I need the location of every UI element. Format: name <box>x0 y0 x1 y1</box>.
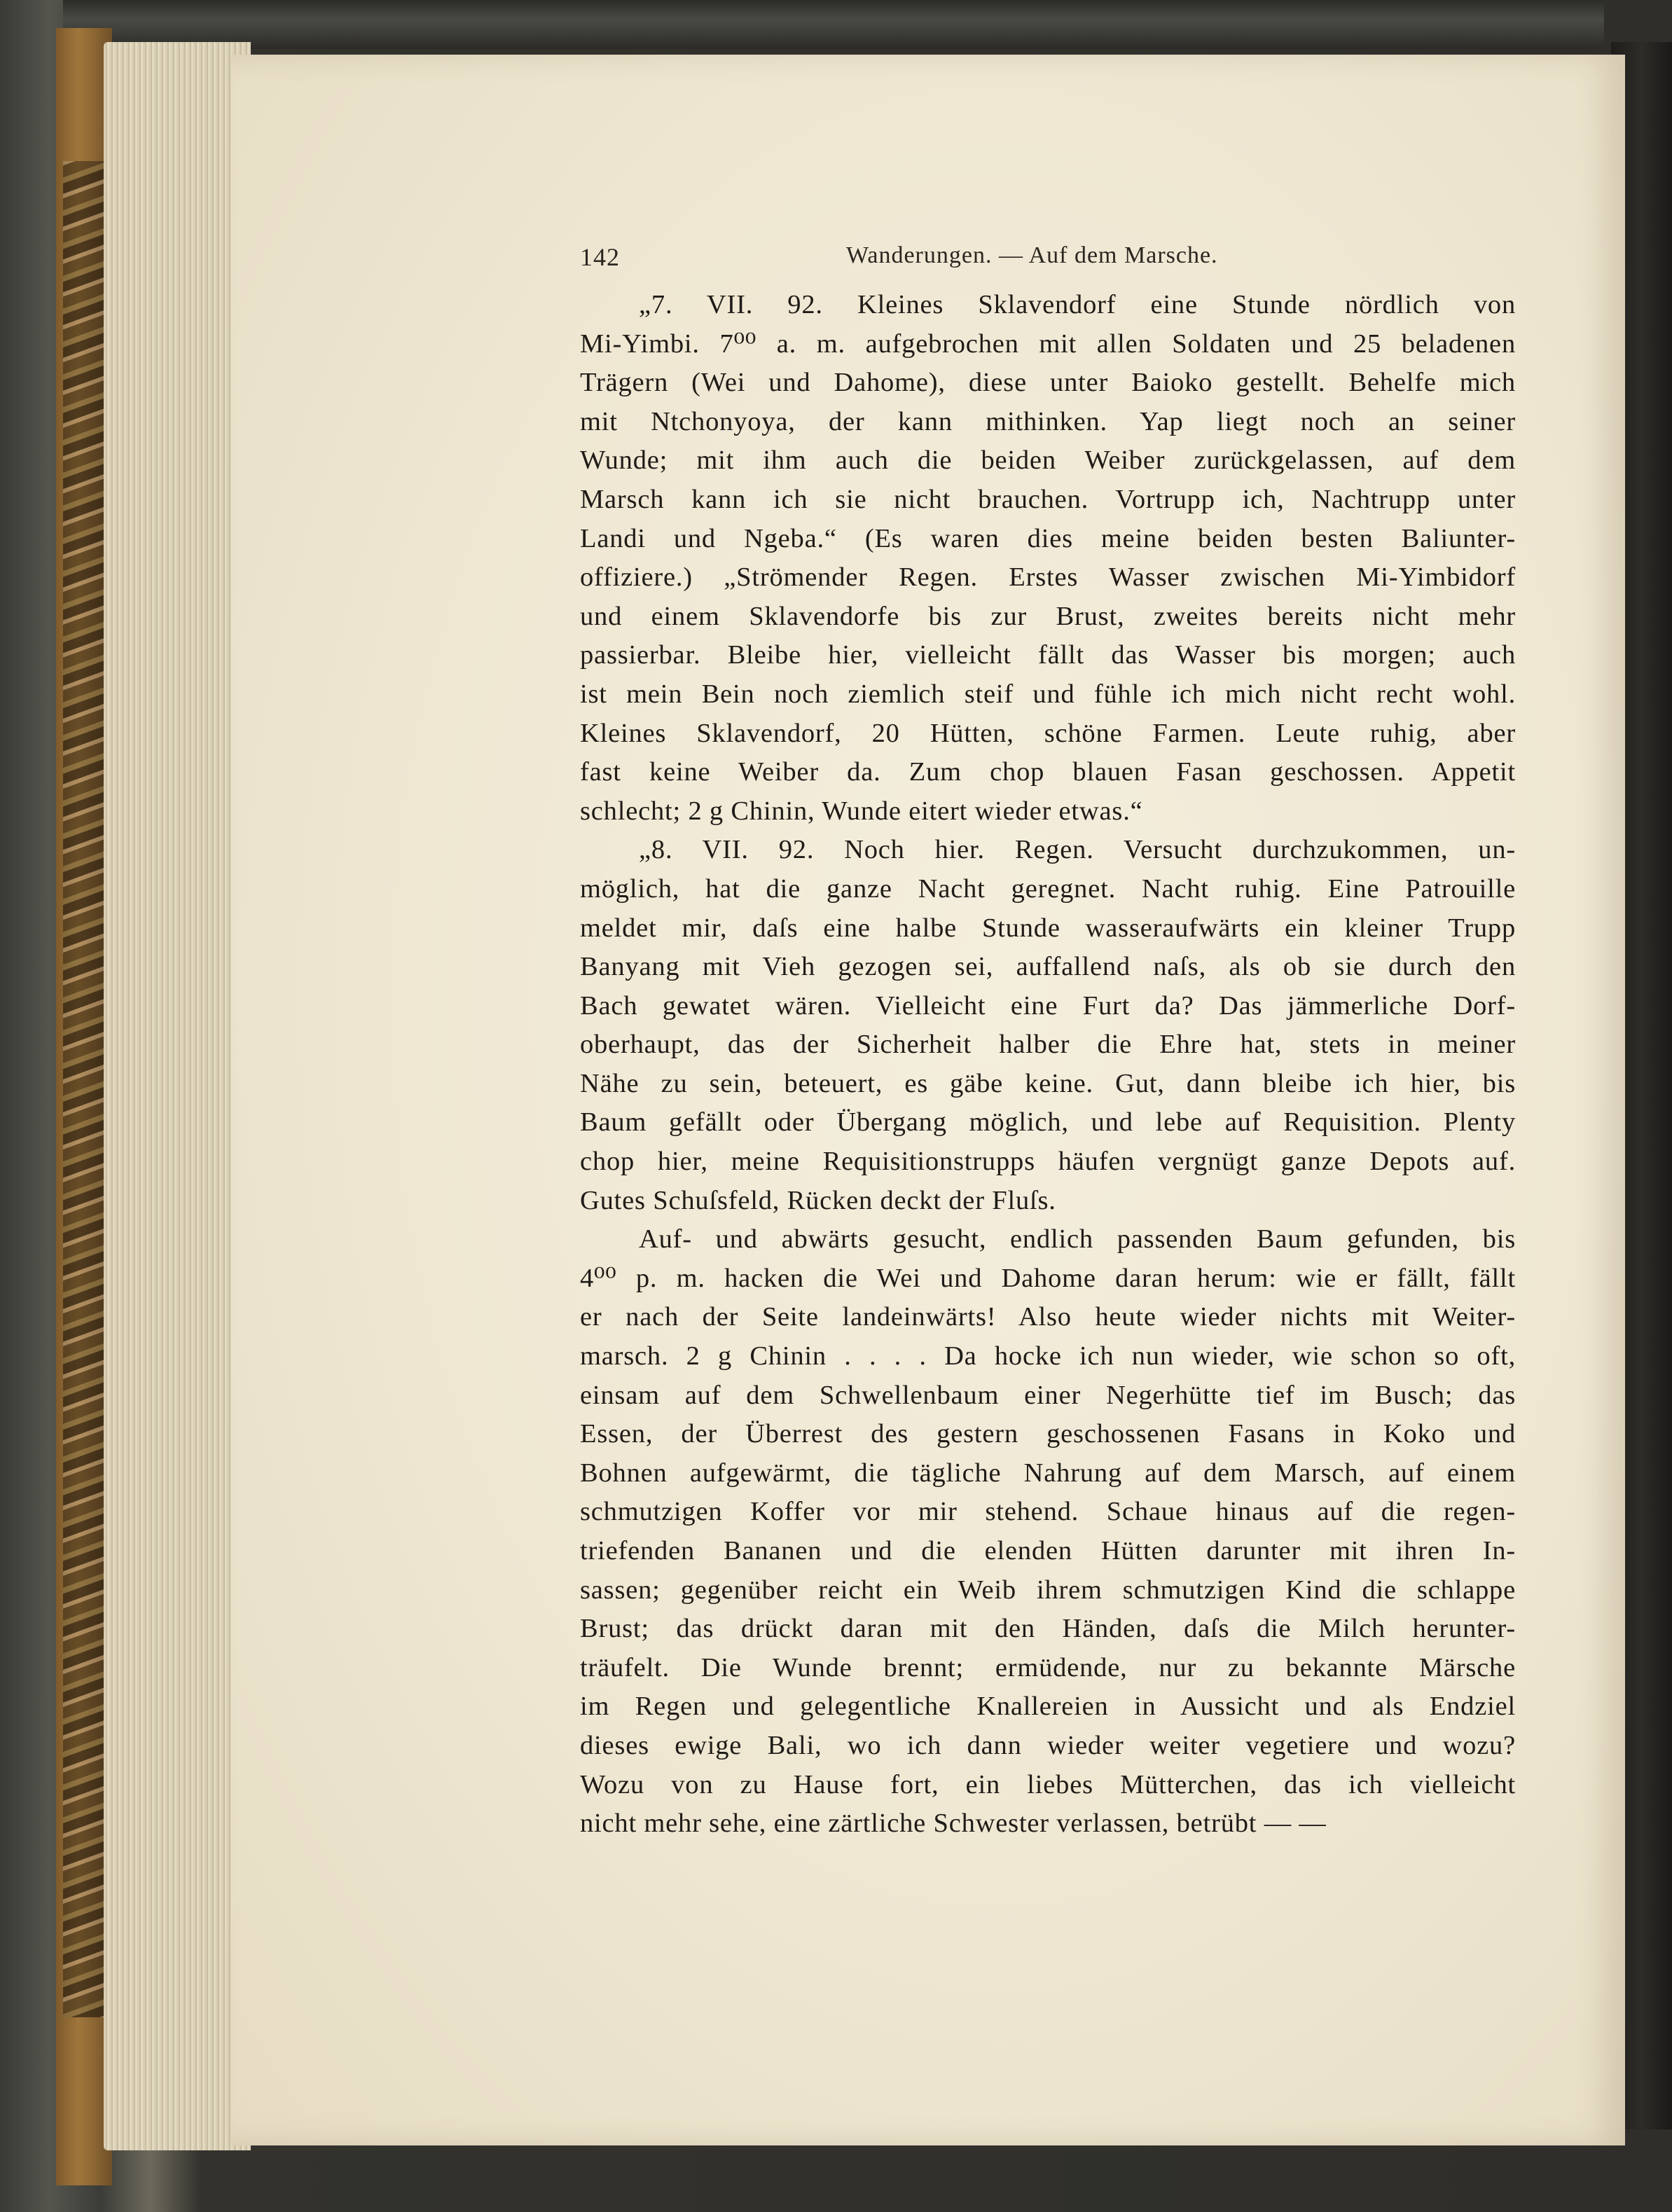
text-line: Baum gefällt oder Übergang möglich, und lebe auf Requisition. Plenty <box>580 1107 1516 1138</box>
text-line: Landi und Ngeba.“ (Es waren dies meine beiden besten Baliunter- <box>580 523 1516 553</box>
text-line: Auf- und abwärts gesucht, endlich passenden Baum gefunden, bis <box>639 1224 1516 1254</box>
text-line: chop hier, meine Requisitionstrupps häufen vergnügt ganze Depots auf. <box>580 1147 1516 1177</box>
text-line: triefenden Bananen und die elenden Hütten darunter mit ihren In- <box>580 1536 1516 1565</box>
body-text <box>580 286 1516 1844</box>
text-line: Bach gewatet wären. Vielleicht eine Furt da? Das jämmerliche Dorf- <box>580 990 1516 1021</box>
text-line: Mi-Yimbi. 7⁰⁰ a. m. aufgebrochen mit allen Soldaten und 25 beladenen <box>580 329 1516 359</box>
text-line: schlecht; 2 g Chinin, Wunde eitert wieder etwas.“ <box>580 796 1143 826</box>
text-line: Bohnen aufgewärmt, die tägliche Nahrung auf dem Marsch, auf einem <box>580 1458 1516 1488</box>
text-line: träufelt. Die Wunde brennt; ermüdende, nur zu bekannte Märsche <box>580 1652 1516 1682</box>
text-line: meldet mir, daſs eine halbe Stunde wasseraufwärts ein kleiner Trupp <box>580 913 1516 943</box>
text-line: passierbar. Bleibe hier, vielleicht fällt das Wasser bis morgen; auch <box>580 640 1516 670</box>
text-line: Trägern (Wei und Dahome), diese unter Baioko gestellt. Behelfe mich <box>580 368 1516 398</box>
text-line: offiziere.) „Strömender Regen. Erstes Wasser zwischen Mi-Yimbidorf <box>580 562 1516 593</box>
text-line: Gutes Schuſsfeld, Rücken deckt der Fluſs. <box>580 1185 1056 1215</box>
text-line: mit Ntchonyoya, der kann mithinken. Yap liegt noch an seiner <box>580 406 1516 436</box>
marbled-endpaper <box>63 161 105 2017</box>
text-line: Marsch kann ich sie nicht brauchen. Vortrupp ich, Nachtrupp unter <box>580 484 1516 514</box>
text-line: er nach der Seite landeinwärts! Also heute wieder nichts mit Weiter- <box>580 1302 1516 1332</box>
text-line: schmutzigen Koffer vor mir stehend. Schaue hinaus auf die regen- <box>580 1497 1516 1527</box>
text-line: Wunde; mit ihm auch die beiden Weiber zurückgelassen, auf dem <box>580 445 1516 476</box>
text-line: Essen, der Überrest des gestern geschossenen Fasans in Koko und <box>580 1419 1516 1449</box>
text-line: „8. VII. 92. Noch hier. Regen. Versucht durchzukommen, un- <box>639 835 1516 865</box>
cover-top-band <box>63 0 1604 49</box>
text-line: „7. VII. 92. Kleines Sklavendorf eine Stunde nördlich von <box>639 290 1516 319</box>
page-number: 142 <box>580 243 620 271</box>
text-line: Brust; das drückt daran mit den Händen, daſs die Milch herunter- <box>580 1614 1516 1644</box>
running-head: Wanderungen. — Auf dem Marsche. <box>846 242 1218 268</box>
text-line: Banyang mit Vieh gezogen sei, auffallend naſs, als ob sie durch den <box>580 952 1516 982</box>
text-line: möglich, hat die ganze Nacht geregnet. Nacht ruhig. Eine Patrouille <box>580 873 1516 904</box>
page-header <box>580 242 1519 270</box>
text-line: Wozu von zu Hause fort, ein liebes Mütterchen, das ich vielleicht <box>580 1769 1516 1799</box>
text-line: fast keine Weiber da. Zum chop blauen Fasan geschossen. Appetit <box>580 757 1516 787</box>
text-line: Nähe zu sein, beteuert, es gäbe keine. Gut, dann bleibe ich hier, bis <box>580 1068 1516 1098</box>
page-stack-edge <box>104 42 251 2150</box>
text-line: im Regen und gelegentliche Knallereien in Aussicht und als Endziel <box>580 1692 1516 1722</box>
text-line: 4⁰⁰ p. m. hacken die Wei und Dahome daran herum: wie er fällt, fällt <box>580 1263 1516 1293</box>
text-line: marsch. 2 g Chinin . . . . Da hocke ich nun wieder, wie schon so oft, <box>580 1341 1516 1371</box>
text-line: einsam auf dem Schwellenbaum einer Negerhütte tief im Busch; das <box>580 1380 1516 1410</box>
text-line: ist mein Bein noch ziemlich steif und fühle ich mich nicht recht wohl. <box>580 679 1516 709</box>
text-line: sassen; gegenüber reicht ein Weib ihrem schmutzigen Kind die schlappe <box>580 1575 1516 1605</box>
text-line: oberhaupt, das der Sicherheit halber die Ehre hat, stets in meiner <box>580 1030 1516 1060</box>
text-line: nicht mehr sehe, eine zärtliche Schwester verlassen, betrübt — — <box>580 1809 1327 1839</box>
text-line: Kleines Sklavendorf, 20 Hütten, schöne Farmen. Leute ruhig, aber <box>580 718 1516 748</box>
text-line: und einem Sklavendorfe bis zur Brust, zweites bereits nicht mehr <box>580 601 1516 631</box>
text-line: dieses ewige Bali, wo ich dann wieder weiter vegetiere und wozu? <box>580 1730 1516 1760</box>
